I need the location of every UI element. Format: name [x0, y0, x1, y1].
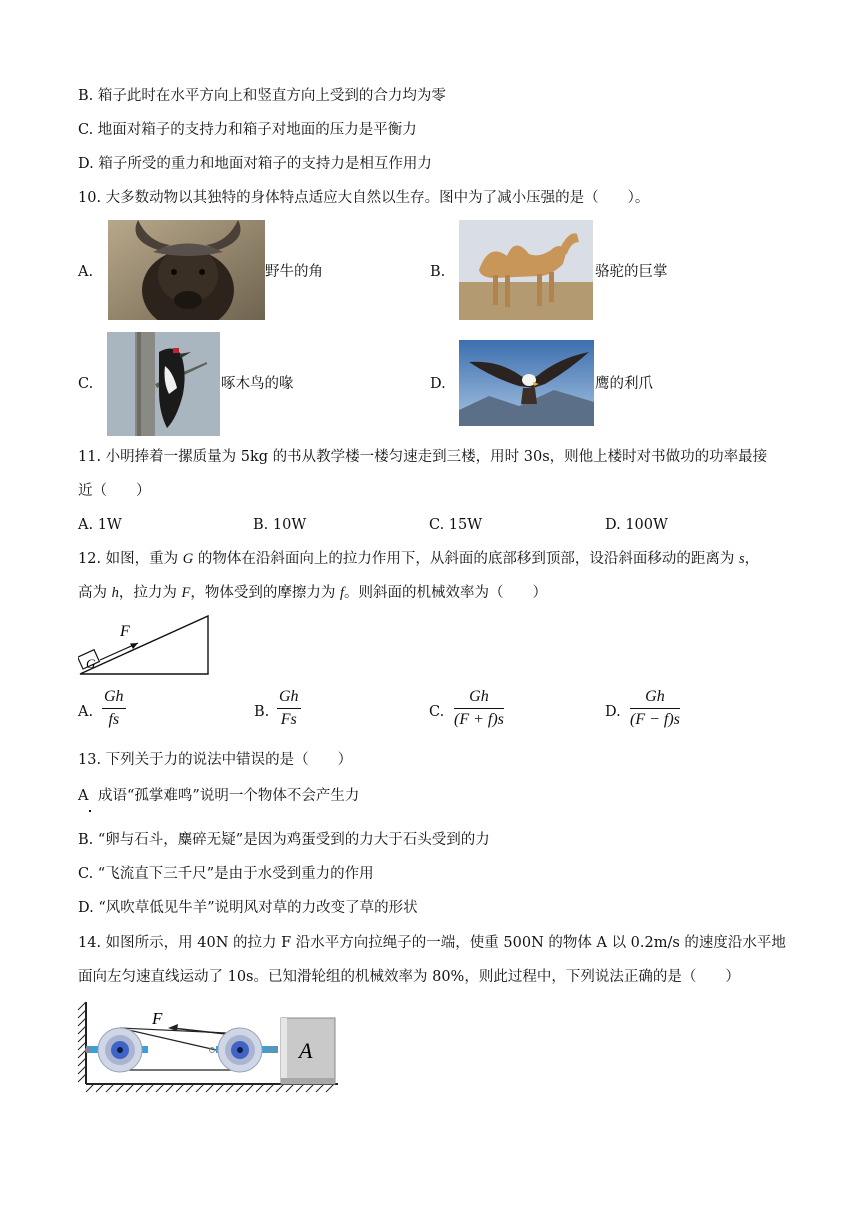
var-s: s — [738, 551, 745, 567]
q12-option-c-letter: C. — [429, 704, 445, 720]
q11-option-a: A. 1W — [78, 517, 122, 533]
q14-stem-line2: 面向左匀速直线运动了 10s。已知滑轮组的机械效率为 80%，则此过程中，下列说法正确的是（ ） — [78, 969, 740, 985]
q12-option-d-fraction: $\frac{Gh}{(F - f)s}$ — [630, 688, 680, 728]
q12-option-b-letter: B. — [254, 704, 270, 720]
q11-stem-line1: 11. 小明捧着一摞质量为 5kg 的书从教学楼一楼匀速走到三楼，用时 30s，则他上楼时对书做功的功率最接 — [78, 449, 768, 465]
q13-option-a-letter: A — [78, 788, 89, 804]
woodpecker-photo — [107, 332, 220, 436]
q13-stem: 13. 下列关于力的说法中错误的是（ ） — [78, 752, 353, 768]
q14-stem-line1: 14. 如图所示，用 40N 的拉力 F 沿水平方向拉绳子的一端，使重 500N 的物体 A 以 0.2m/s 的速度沿水平地 — [78, 935, 786, 951]
q13-option-d: D. “风吹草低见牛羊”说明风对草的力改变了草的形状 — [78, 900, 418, 916]
q10-option-c-caption: 啄木鸟的喙 — [221, 376, 294, 392]
q12-option-d-letter: D. — [605, 704, 621, 720]
q13-option-c: C. “飞流直下三千尺”是由于水受到重力的作用 — [78, 866, 374, 882]
pulley-diagram — [76, 1000, 342, 1096]
q9-option-b: B. 箱子此时在水平方向上和竖直方向上受到的合力均为零 — [78, 88, 446, 104]
camel-photo — [459, 220, 593, 320]
q12-option-c-fraction: $\frac{Gh}{(F + f)s}$ — [454, 688, 504, 728]
q10-stem: 10. 大多数动物以其独特的身体特点适应大自然以生存。图中为了减小压强的是（ ）。 — [78, 190, 650, 206]
q10-option-b-caption: 骆驼的巨掌 — [595, 264, 668, 280]
q9-option-c: C. 地面对箱子的支持力和箱子对地面的压力是平衡力 — [78, 122, 417, 138]
q10-option-d-letter: D. — [430, 376, 446, 392]
diagram-force-label: F — [120, 623, 130, 640]
q12-option-a-letter: A. — [78, 704, 94, 720]
q13-option-a-dot — [89, 810, 91, 812]
var-h: h — [111, 585, 119, 601]
q11-option-c: C. 15W — [429, 517, 483, 533]
incline-diagram — [78, 612, 213, 678]
q10-option-c-letter: C. — [78, 376, 94, 392]
pulley-force-label: F — [152, 1009, 163, 1028]
q11-stem-line2: 近（ ） — [78, 483, 151, 499]
pulley-block-label: A — [299, 1038, 313, 1063]
q11-option-b: B. 10W — [253, 517, 307, 533]
q10-option-a-caption: 野牛的角 — [265, 264, 323, 280]
q12-option-a-fraction: $\frac{Gh}{fs}$ — [104, 688, 124, 728]
buffalo-horns-photo — [108, 220, 265, 320]
q10-option-a-letter: A. — [78, 264, 94, 280]
q12-stem-line2: 高为 h，拉力为 F，物体受到的摩擦力为 f。则斜面的机械效率为（ ） — [78, 585, 547, 601]
diagram-block-label: G — [86, 656, 96, 671]
var-g: G — [182, 551, 194, 567]
var-f-force: F — [181, 585, 191, 601]
eagle-photo — [459, 340, 594, 426]
var-f-friction: f — [339, 585, 344, 601]
q11-option-d: D. 100W — [605, 517, 668, 533]
q13-option-b: B. “卵与石斗，麋碎无疑”是因为鸡蛋受到的力大于石头受到的力 — [78, 832, 490, 848]
q9-option-d: D. 箱子所受的重力和地面对箱子的支持力是相互作用力 — [78, 156, 432, 172]
q10-option-b-letter: B. — [430, 264, 446, 280]
q13-option-a-text: 成语“孤掌难鸣”说明一个物体不会产生力 — [98, 788, 360, 804]
q12-option-b-fraction: $\frac{Gh}{Fs}$ — [279, 688, 299, 728]
q12-stem-line1: 12. 如图，重为 G 的物体在沿斜面向上的拉力作用下，从斜面的底部移到顶部，设沿斜面移动的距离为 s， — [78, 551, 760, 567]
q10-option-d-caption: 鹰的利爪 — [595, 376, 653, 392]
